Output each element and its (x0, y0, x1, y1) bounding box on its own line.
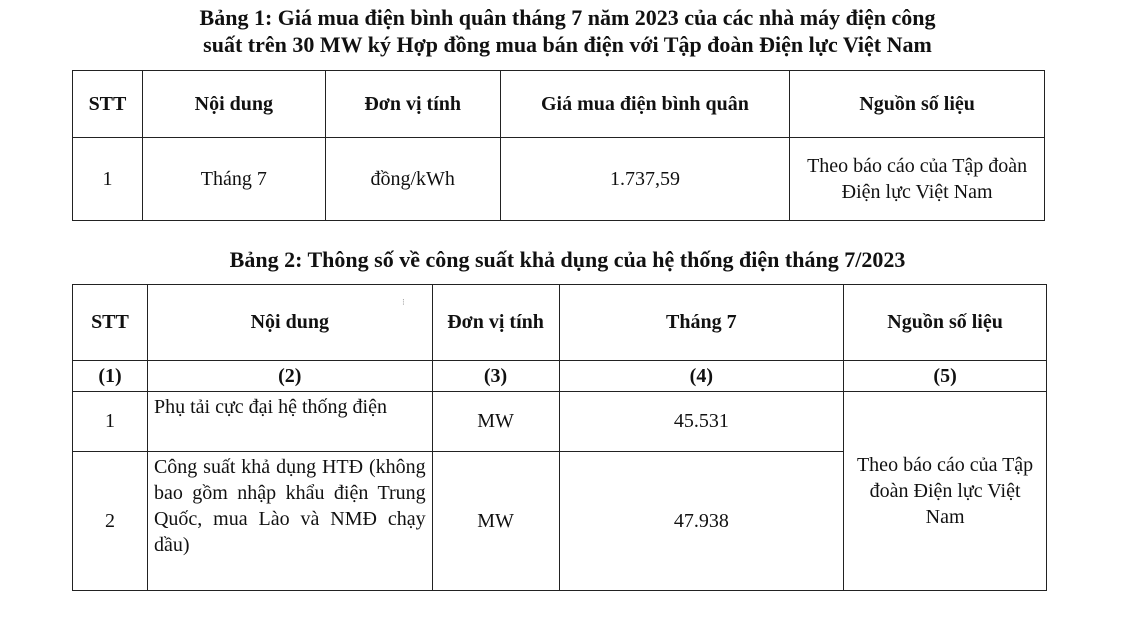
table2-row1-content: Phụ tải cực đại hệ thống điện (147, 392, 432, 452)
table2-header-month: Tháng 7 (559, 285, 844, 361)
table-row (73, 392, 1047, 452)
table2-header-unit: Đơn vị tính (432, 285, 559, 361)
table2-index-2: (2) (147, 361, 432, 392)
table1-header-price: Giá mua điện bình quân (500, 71, 790, 138)
table2-row1-stt: 1 (73, 392, 148, 452)
table1-header-content: Nội dung (142, 71, 325, 138)
table2-row2-value: 47.938 (559, 452, 844, 591)
table2-row2-stt: 2 (73, 452, 148, 591)
table2-header-stt: STT (73, 285, 148, 361)
table2-index-4: (4) (559, 361, 844, 392)
table2 (72, 284, 1047, 591)
table1-cell-value: 1.737,59 (500, 138, 790, 221)
scan-speck: ⁝ (402, 297, 405, 307)
table2-row2-content: Công suất khả dụng HTĐ (không bao gồm nhập khẩu điện Trung Quốc, mua Lào và NMĐ chạy dầu) (147, 452, 432, 591)
table1-cell-stt: 1 (73, 138, 143, 221)
table2-row1-value: 45.531 (559, 392, 844, 452)
table2-index-5: (5) (844, 361, 1047, 392)
table1-title (0, 4, 1135, 58)
table2-index-row (73, 361, 1047, 392)
table1-cell-unit: đồng/kWh (325, 138, 500, 221)
table1-header-source: Nguồn số liệu (790, 71, 1045, 138)
table1-cell-source: Theo báo cáo của Tập đoàn Điện lực Việt Nam (790, 138, 1045, 221)
table1-cell-content: Tháng 7 (142, 138, 325, 221)
table2-index-1: (1) (73, 361, 148, 392)
table1-header-row (73, 71, 1045, 138)
table-row (73, 138, 1045, 221)
table1-title-line1: Bảng 1: Giá mua điện bình quân tháng 7 năm 2023 của các nhà máy điện công (199, 5, 936, 30)
table2-cell-source: Theo báo cáo của Tập đoàn Điện lực Việt Nam (844, 392, 1047, 591)
table2-title: Bảng 2: Thông số về công suất khả dụng của hệ thống điện tháng 7/2023 (229, 247, 906, 272)
table2-row2-unit: MW (432, 452, 559, 591)
table2-header-source: Nguồn số liệu (844, 285, 1047, 361)
table1-header-stt: STT (73, 71, 143, 138)
table1-title-line2: suất trên 30 MW ký Hợp đồng mua bán điện với Tập đoàn Điện lực Việt Nam (203, 32, 932, 57)
table2-row1-unit: MW (432, 392, 559, 452)
table1-header-unit: Đơn vị tính (325, 71, 500, 138)
table2-index-3: (3) (432, 361, 559, 392)
table2-header-content: Nội dung (147, 285, 432, 361)
table1 (72, 70, 1045, 221)
table2-header-row (73, 285, 1047, 361)
